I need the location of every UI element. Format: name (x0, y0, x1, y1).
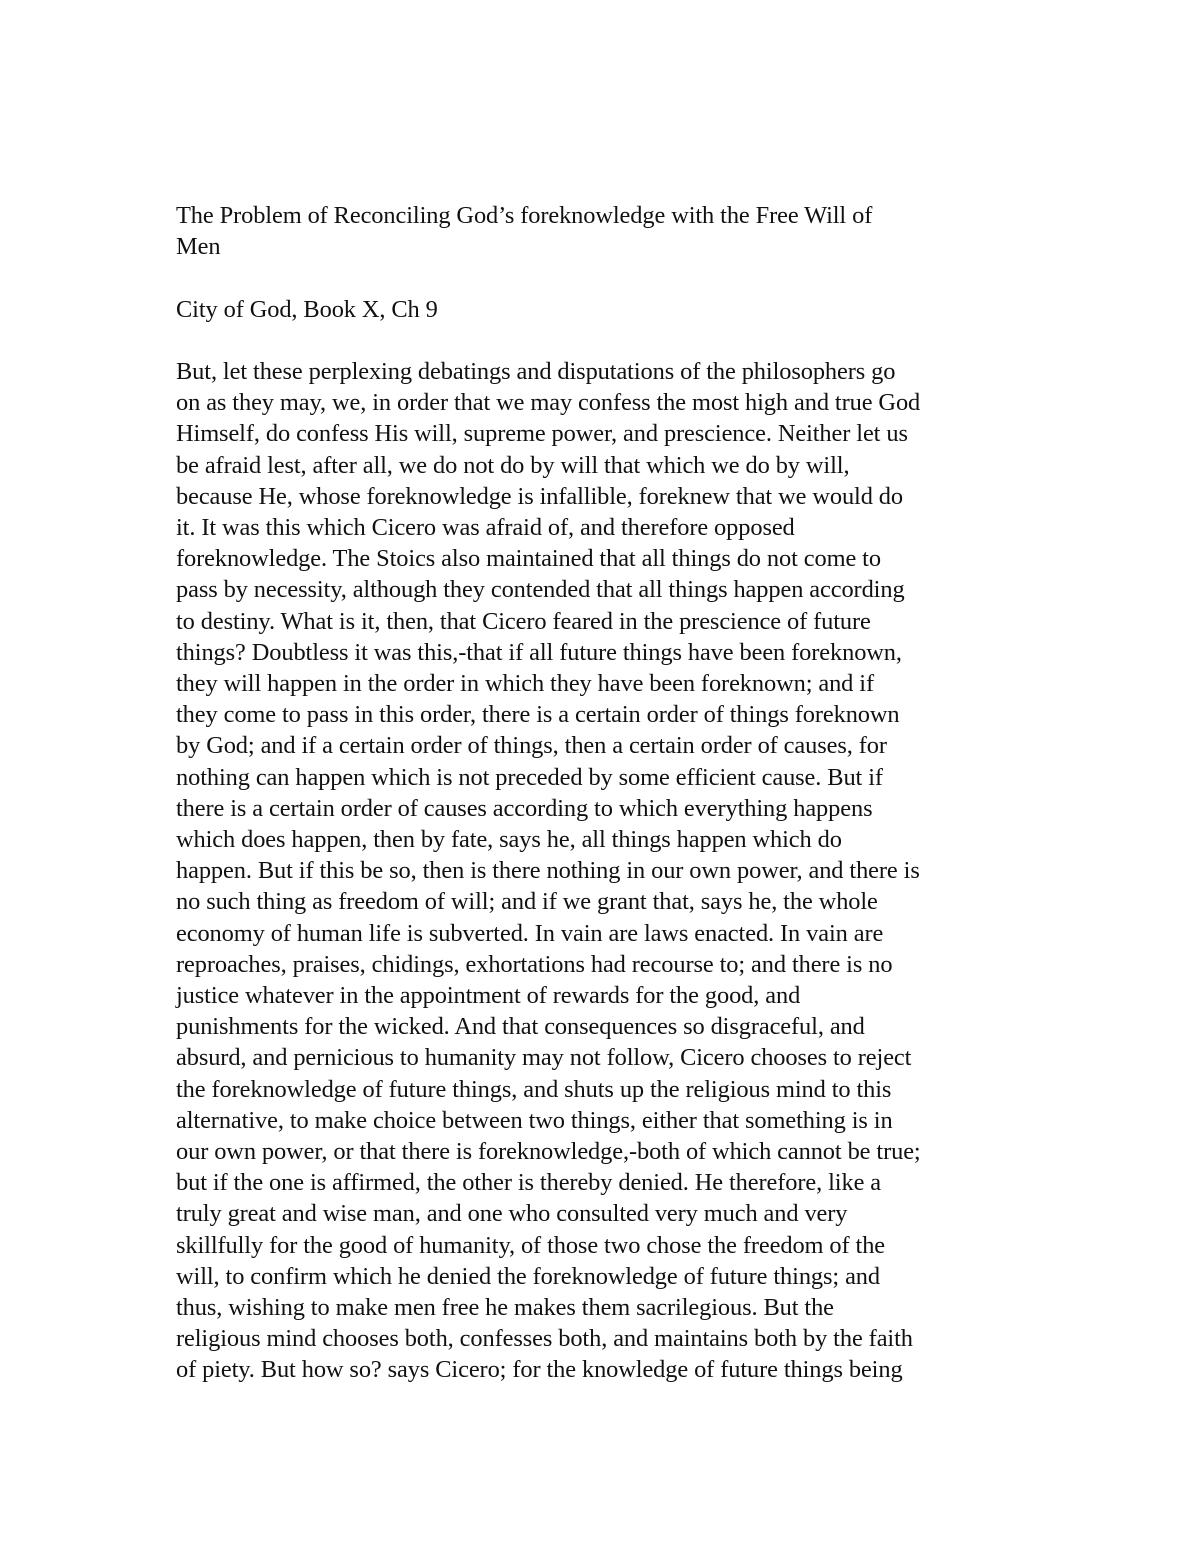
body-line: religious mind chooses both, confesses both, and maintains both by the faith (176, 1325, 913, 1353)
body-line: nothing can happen which is not preceded by some efficient cause. But if (176, 763, 883, 791)
body-line: absurd, and pernicious to humanity may not follow, Cicero chooses to reject (176, 1044, 912, 1072)
body-line: reproaches, praises, chidings, exhortations had recourse to; and there is no (176, 950, 893, 978)
document-title-line-2: Men (176, 233, 221, 261)
document-text (176, 200, 1036, 1386)
body-line: on as they may, we, in order that we may confess the most high and true God (176, 389, 921, 417)
body-line: things? Doubtless it was this,-that if all future things have been foreknown, (176, 638, 902, 666)
body-line: by God; and if a certain order of things, then a certain order of causes, for (176, 732, 887, 760)
body-line: of piety. But how so? says Cicero; for the knowledge of future things being (176, 1356, 903, 1384)
body-line: they will happen in the order in which they have been foreknown; and if (176, 670, 874, 698)
body-line: there is a certain order of causes according to which everything happens (176, 794, 873, 822)
body-line: but if the one is affirmed, the other is thereby denied. He therefore, like a (176, 1169, 882, 1197)
body-line: economy of human life is subverted. In vain are laws enacted. In vain are (176, 919, 884, 947)
body-line: pass by necessity, although they contended that all things happen according (176, 576, 905, 604)
body-line: they come to pass in this order, there is a certain order of things foreknown (176, 701, 900, 729)
paragraph-gap (176, 262, 1036, 293)
body-line: no such thing as freedom of will; and if we grant that, says he, the whole (176, 888, 878, 916)
body-line: foreknowledge. The Stoics also maintained that all things do not come to (176, 545, 881, 573)
body-line: to destiny. What is it, then, that Cicero feared in the prescience of future (176, 607, 871, 635)
body-line: truly great and wise man, and one who consulted very much and very (176, 1200, 848, 1228)
body-line: thus, wishing to make men free he makes them sacrilegious. But the (176, 1294, 834, 1322)
body-line: Himself, do confess His will, supreme power, and prescience. Neither let us (176, 420, 908, 448)
body-line: will, to confirm which he denied the foreknowledge of future things; and (176, 1262, 880, 1290)
body-line: be afraid lest, after all, we do not do by will that which we do by will, (176, 451, 850, 479)
body-line: alternative, to make choice between two things, either that something is in (176, 1106, 893, 1134)
body-line: happen. But if this be so, then is there nothing in our own power, and there is (176, 857, 920, 885)
body-line: But, let these perplexing debatings and disputations of the philosophers go (176, 357, 896, 385)
body-line: it. It was this which Cicero was afraid of, and therefore opposed (176, 514, 795, 541)
body-line: skillfully for the good of humanity, of those two chose the freedom of the (176, 1231, 886, 1259)
body-line: which does happen, then by fate, says he, all things happen which do (176, 826, 842, 854)
body-line: justice whatever in the appointment of rewards for the good, and (176, 982, 801, 1010)
body-line: the foreknowledge of future things, and shuts up the religious mind to this (176, 1075, 892, 1103)
document-source: City of God, Book X, Ch 9 (176, 295, 438, 323)
body-line: punishments for the wicked. And that consequences so disgraceful, and (176, 1013, 865, 1041)
body-line: our own power, or that there is foreknowledge,-both of which cannot be true; (176, 1138, 921, 1166)
body-line: because He, whose foreknowledge is infallible, foreknew that we would do (176, 482, 903, 510)
paragraph-gap (176, 325, 1036, 356)
document-title-line-1: The Problem of Reconciling God’s foreknowledge with the Free Will of (176, 202, 873, 229)
